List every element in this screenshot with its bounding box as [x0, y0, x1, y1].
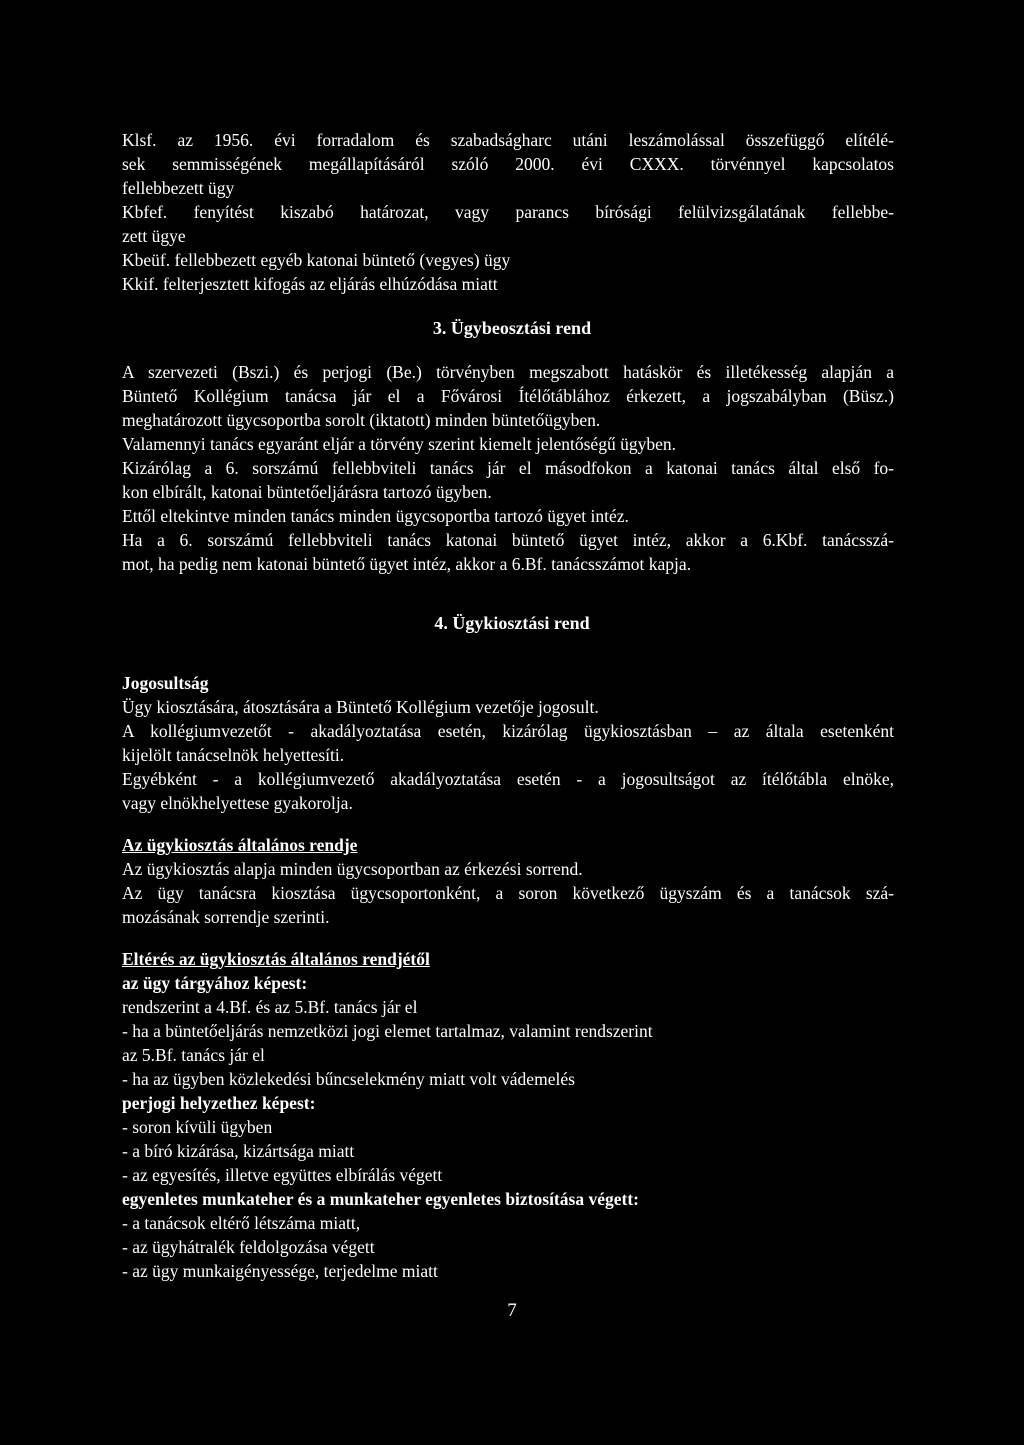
text-line: - ha a büntetőeljárás nemzetközi jogi elemet tartalmaz, valamint rendszerint — [122, 1021, 653, 1041]
text-line: - soron kívüli ügyben — [122, 1117, 273, 1137]
text-line: - ha az ügyben közlekedési bűncselekmény miatt volt vádemelés — [122, 1069, 575, 1089]
text-line: kijelölt tanácselnök helyettesíti. — [122, 745, 345, 765]
text-line: fellebbezett ügy — [122, 178, 235, 198]
section-heading: 4. Ügykiosztási rend — [434, 613, 590, 633]
text-line: - az egyesítés, illetve együttes elbírálás végett — [122, 1165, 443, 1185]
section-heading: 3. Ügybeosztási rend — [432, 318, 592, 338]
subheading: Eltérés az ügykiosztás általános rendjétől — [122, 949, 430, 969]
subheading: az ügy tárgyához képest: — [122, 973, 308, 993]
text-line: Ha a 6. sorszámú fellebbviteli tanács katonai büntető ügyet intéz, akkor a 6.Kbf. tanácsszá- — [122, 530, 894, 550]
text-line: Az ügy tanácsra kiosztása ügycsoportonként, a soron következő ügyszám és a tanácsok szá- — [122, 883, 894, 903]
text-line: Büntető Kollégium tanácsa jár el a Fővárosi Ítélőtáblához érkezett, a jogszabályban (Büsz.) — [122, 386, 894, 406]
text-line: kon elbírált, katonai büntetőeljárásra tartozó ügyben. — [122, 482, 492, 502]
text-line: Klsf. az 1956. évi forradalom és szabadságharc utáni leszámolással összefüggő elítélé- — [122, 130, 894, 150]
text-line: rendszerint a 4.Bf. és az 5.Bf. tanács jár el — [122, 997, 418, 1017]
text-line: - az ügy munkaigényessége, terjedelme miatt — [122, 1261, 438, 1281]
text-line: mozásának sorrendje szerinti. — [122, 907, 330, 927]
text-line: A szervezeti (Bszi.) és perjogi (Be.) törvényben megszabott hatáskör és illetékesség alapján a — [122, 362, 894, 382]
text-line: - a tanácsok eltérő létszáma miatt, — [122, 1213, 361, 1233]
text-line: meghatározott ügycsoportba sorolt (iktatott) minden büntetőügyben. — [122, 410, 601, 430]
text-line: Kizárólag a 6. sorszámú fellebbviteli tanács jár el másodfokon a katonai tanács által első fo- — [122, 458, 894, 478]
text-line: Egyébként - a kollégiumvezető akadályoztatása esetén - a jogosultságot az ítélőtábla elnöke, — [122, 769, 894, 789]
text-line: Kbeüf. fellebbezett egyéb katonai büntető (vegyes) ügy — [122, 250, 511, 270]
text-line: Kkif. felterjesztett kifogás az eljárás elhúzódása miatt — [122, 274, 498, 294]
text-line: A kollégiumvezetőt - akadályoztatása esetén, kizárólag ügykiosztásban – az általa esetenként — [122, 721, 894, 741]
text-line: - a bíró kizárása, kizártsága miatt — [122, 1141, 355, 1161]
text-line: az 5.Bf. tanács jár el — [122, 1045, 265, 1065]
text-line: sek semmisségének megállapításáról szóló 2000. évi CXXX. törvénnyel kapcsolatos — [122, 154, 894, 174]
text-line: - az ügyhátralék feldolgozása végett — [122, 1237, 375, 1257]
text-line: Ettől eltekintve minden tanács minden ügycsoportba tartozó ügyet intéz. — [122, 506, 629, 526]
text-line: mot, ha pedig nem katonai büntető ügyet intéz, akkor a 6.Bf. tanácsszámot kapja. — [122, 554, 692, 574]
text-line: zett ügye — [122, 226, 186, 246]
text-line: Kbfef. fenyítést kiszabó határozat, vagy parancs bírósági felülvizsgálatának fellebbe- — [122, 202, 894, 222]
subheading: Az ügykiosztás általános rendje — [122, 835, 358, 855]
text-line: Az ügykiosztás alapja minden ügycsoportban az érkezési sorrend. — [122, 859, 583, 879]
page-number: 7 — [507, 1300, 517, 1321]
subheading: Jogosultság — [122, 673, 209, 693]
text-line: Ügy kiosztására, átosztására a Büntető Kollégium vezetője jogosult. — [122, 697, 599, 717]
text-line: vagy elnökhelyettese gyakorolja. — [122, 793, 353, 813]
text-line: Valamennyi tanács egyaránt eljár a törvény szerint kiemelt jelentőségű ügyben. — [122, 434, 676, 454]
subheading: perjogi helyzethez képest: — [122, 1093, 316, 1113]
subheading: egyenletes munkateher és a munkateher egyenletes biztosítása végett: — [122, 1189, 639, 1209]
